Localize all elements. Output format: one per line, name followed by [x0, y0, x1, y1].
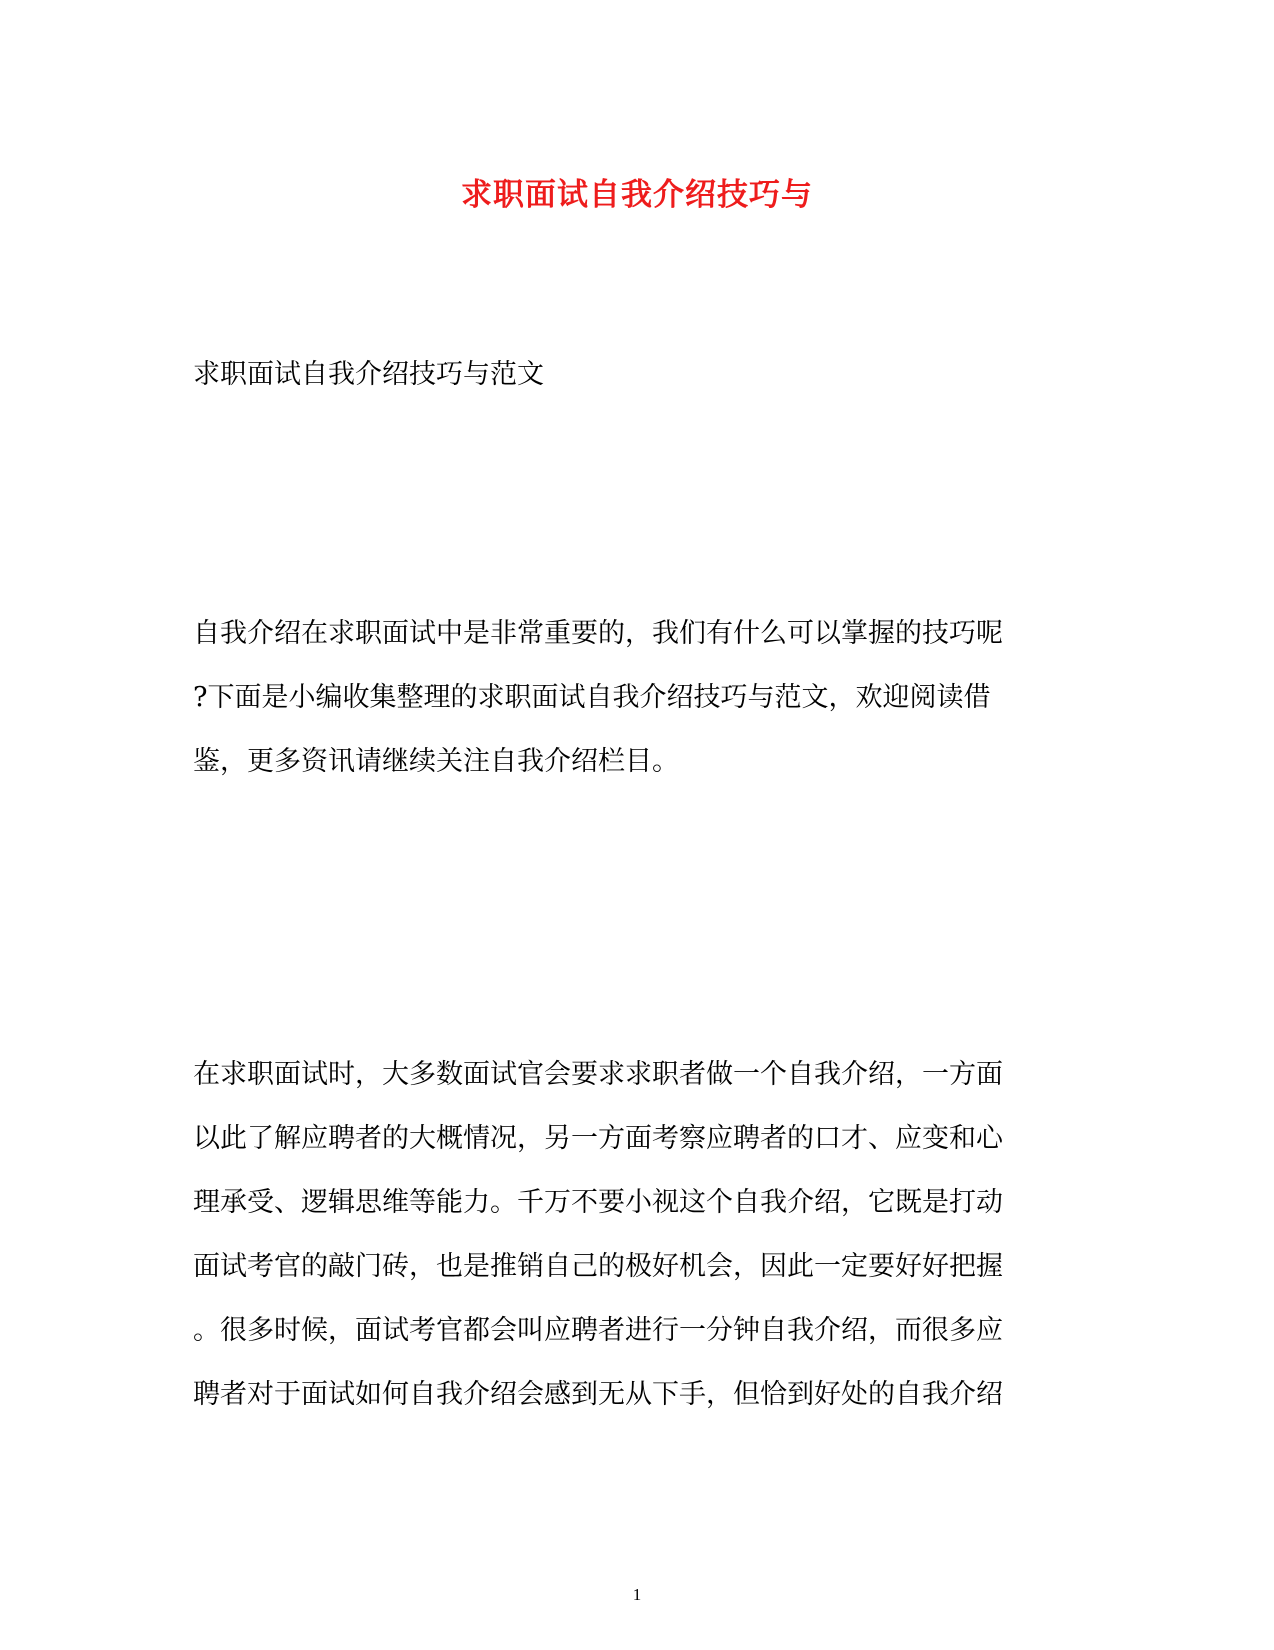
paragraph-line: 面试考官的敲门砖，也是推销自己的极好机会，因此一定要好好把握 [193, 1251, 1003, 1282]
paragraph-line: 自我介绍在求职面试中是非常重要的，我们有什么可以掌握的技巧呢 [193, 618, 1003, 649]
document-title: 求职面试自我介绍技巧与 [461, 177, 813, 213]
paragraph-line: 聘者对于面试如何自我介绍会感到无从下手，但恰到好处的自我介绍 [193, 1379, 1003, 1410]
paragraph-line: 以此了解应聘者的大概情况，另一方面考察应聘者的口才、应变和心 [193, 1123, 1003, 1154]
page-number: 1 [632, 1585, 642, 1604]
paragraph-line: ?下面是小编收集整理的求职面试自我介绍技巧与范文，欢迎阅读借 [193, 682, 991, 713]
document-subtitle: 求职面试自我介绍技巧与范文 [193, 359, 544, 390]
paragraph-line: 理承受、逻辑思维等能力。千万不要小视这个自我介绍，它既是打动 [193, 1187, 1003, 1218]
paragraph-line: 鉴，更多资讯请继续关注自我介绍栏目。 [193, 746, 679, 777]
intro-paragraph [193, 602, 1073, 794]
paragraph-line: 在求职面试时，大多数面试官会要求求职者做一个自我介绍，一方面 [193, 1059, 1003, 1090]
body-paragraph [193, 1043, 1073, 1427]
paragraph-line: 。很多时候，面试考官都会叫应聘者进行一分钟自我介绍，而很多应 [193, 1315, 1003, 1346]
